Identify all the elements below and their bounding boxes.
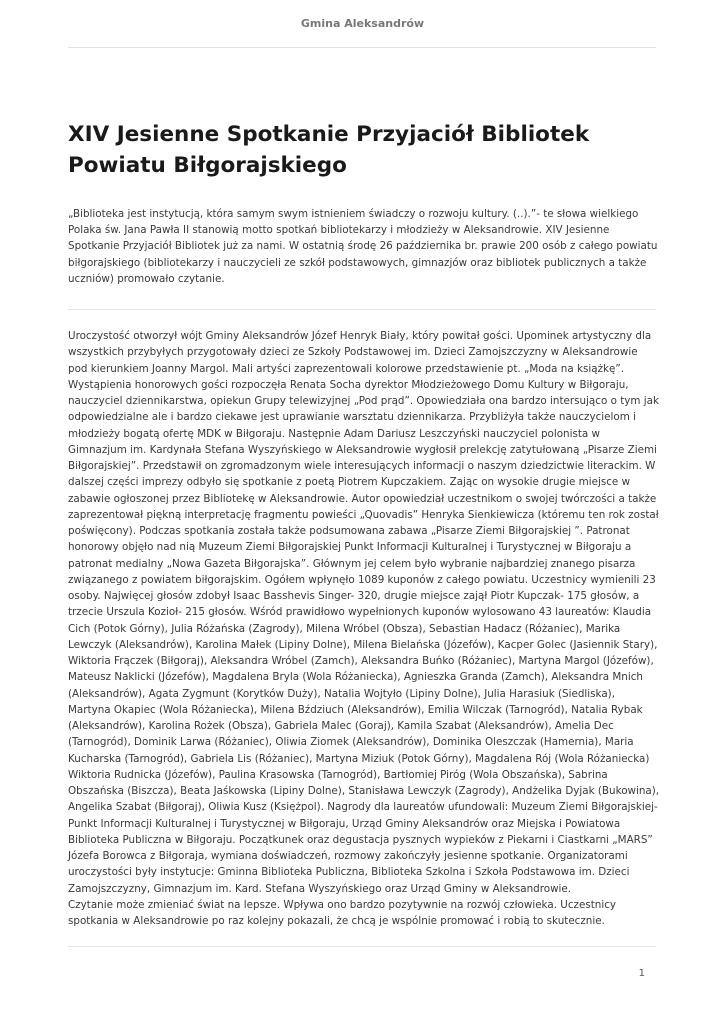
footer-divider: [68, 946, 656, 947]
article-lead: „Biblioteka jest instytucją, która samym swym istnieniem świadczy o rozwoju kultury. (..).”- te słowa wielkiego Polaka św. Jana Pawła II stanowią motto spotkań bibliotekarzy i młodzieży w Aleksandrowie. XIV Jesienne Spotkanie Przyjaciół Bibliotek już za nami. W ostatnią środę 26 października br. prawie 200 osób z całego powiatu biłgorajskiego (bibliotekarzy i nauczycieli ze szkół podstawowych, gimnazjów oraz bibliotek publicznych a także uczniów) promowało czytanie.: [68, 208, 658, 285]
lead-divider: [68, 309, 656, 310]
site-name-header: Gmina Aleksandrów: [300, 17, 425, 30]
body-paragraph-1: Uroczystość otworzył wójt Gminy Aleksandrów Józef Henryk Biały, który powitał gości. Upominek artystyczny dla wszystkich przybyłych przygotowały dzieci ze Szkoły Podstawowej im. Dzieci Zamojszczyzny w Aleksandrowie pod kierunkiem Joanny Margol. Mali artyści zaprezentowali kolorowe przedstawienie pt. „Moda na książkę”. Wystąpienia honorowych gości rozpoczęła Renata Socha dyrektor Młodzieżowego Domu Kultury w Biłgoraju, nauczyciel dziennikarstwa, opiekun Grupy telewizyjnej „Pod prąd”. Opowiedziała ona bardzo intersująco o tym jak odpowiedzialne ale i bardzo ciekawe jest uprawianie warsztatu dziennikarza. Przybliżyła także nauczycielom i młodzieży bogatą ofertę MDK w Biłgoraju. Następnie Adam Dariusz Leszczyński nauczyciel polonista w Gimnazjum im. Kardynała Stefana Wyszyńskiego w Aleksandrowie wygłosił prelekcję zatytułowaną „Pisarze Ziemi Biłgorajskiej”. Przedstawił on zgromadzonym wiele interesujących informacji o naszym dziedzictwie literackim. W dalszej części imprezy odbyło się spotkanie z poetą Piotrem Kupczakiem. Zając on wysokie drugie miejsce w zabawie ogłoszonej przez Bibliotekę w Aleksandrowie. Autor opowiedział uczestnikom o swojej twórczości a także zaprezentował piękną interpretację fragmentu powieści „Quovadis” Henryka Sienkiewicza (któremu ten rok został poświęcony). Podczas spotkania została także podsumowana zabawa „Pisarze Ziemi Biłgorajskiej ”. Patronat honorowy objęło nad nią Muzeum Ziemi Biłgorajskiej Punkt Informacji Kulturalnej i Turystycznej w Biłgoraju a patronat medialny „Nowa Gazeta Biłgorajska”. Głównym jej celem było wybranie najbardziej znanego pisarza związanego z powiatem biłgorajskim. Ogółem wpłynęło 1089 kuponów z całego powiatu. Uczestnicy wymienili 23 osoby. Najwięcej głosów zdobył Isaac Basshevis Singer- 320, drugie miejsce zajął Piotr Kupczak- 175 głosów, a trzecie Urszula Kozioł- 215 głosów. Wśród prawidłowo wypełnionych kuponów wylosowano 43 laureatów: Klaudia Cich (Potok Górny), Julia Różańska (Zagrody), Milena Wróbel (Obsza), Sebastian Hadacz (Różaniec), Marika Lewczyk (Aleksandrów), Karolina Małek (Lipiny Dolne), Milena Bielańska (Józefów), Kacper Golec (Jasiennik Stary), Wiktoria Frączek (Biłgoraj), Aleksandra Wróbel (Zamch), Aleksandra Buńko (Różaniec), Martyna Margol (Józefów), Mateusz Naklicki (Józefów), Magdalena Bryla (Wola Różaniecka), Agnieszka Granda (Zamch), Aleksandra Mnich (Aleksandrów), Agata Zygmunt (Korytków Duży), Natalia Wojtyło (Lipiny Dolne), Julia Harasiuk (Siedliska), Martyna Okapiec (Wola Różaniecka), Milena Bździuch (Aleksandrów), Emilia Wilczak (Tarnogród), Natalia Rybak (Aleksandrów), Karolina Rożek (Obsza), Gabriela Malec (Goraj), Kamila Szabat (Aleksandrów), Amelia Dec (Tarnogród), Dominik Larwa (Różaniec), Oliwia Ziomek (Aleksandrów), Dominika Oleszczak (Hamernia), Maria Kucharska (Tarnogród), Gabriela Lis (Różaniec), Martyna Miziuk (Potok Górny), Magdalena Rój (Wola Różaniecka) Wiktoria Rudnicka (Józefów), Paulina Krasowska (Tarnogród), Bartłomiej Piróg (Wola Obszańska), Sabrina Obszańska (Biszcza), Beata Jaśkowska (Lipiny Dolne), Stanisława Lewczyk (Zagrody), Andżelika Dyjak (Bukowina), Angelika Szabat (Biłgoraj), Oliwia Kusz (Księżpol). Nagrody dla laureatów ufundowali: Muzeum Ziemi Biłgorajskiej- Punkt Informacji Kulturalnej i Turystycznej w Biłgoraju, Urząd Gminy Aleksandrów oraz Miejska i Powiatowa Biblioteka Publiczna w Biłgoraju. Początkunek oraz degustacja pysznych wypieków z Piekarni i Ciastkarni „MARS” Józefa Borowca z Biłgoraja, wymiana doświadczeń, rozmowy zakończyły jesienne spotkanie. Organizatorami uroczystości były instytucje: Gminna Biblioteka Publiczna, Biblioteka Szkolna i Szkoła Podstawowa im. Dzieci Zamojszczyzny, Gimnazjum im. Kard. Stefana Wyszyńskiego oraz Urząd Gminy w Aleksandrowie.: [68, 330, 660, 895]
article-title: XIV Jesienne Spotkanie Przyjaciół Bibliotek Powiatu Biłgorajskiego: [68, 122, 590, 178]
header-divider: [68, 47, 656, 48]
body-paragraph-2: Czytanie może zmieniać świat na lepsze. Wpływa ono bardzo pozytywnie na rozwój człowieka. Uczestnicy spotkania w Aleksandrowie po raz kolejny pokazali, że chcą je wspólnie promować i robią to skutecznie.: [68, 898, 617, 927]
article-body: [68, 328, 660, 929]
page-number: 1: [638, 968, 645, 979]
